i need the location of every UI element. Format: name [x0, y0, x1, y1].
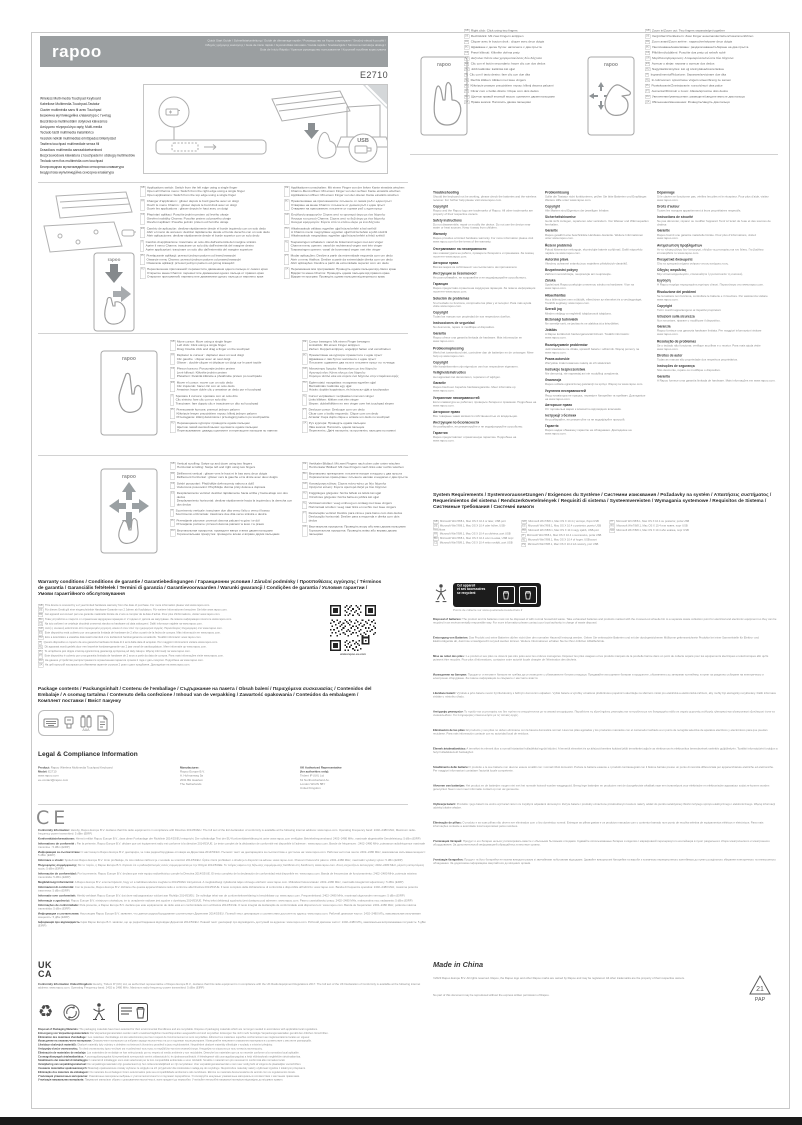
language-code: PT [465, 89, 469, 93]
support-language-block: Troubleshooting Should the keyboard not be working, please check the batteries and the wireless receiver. For further help please visit www.rapoo.com. Copyright Rapoo and the Rapoo logo are trademarks of Rapoo. All other trademarks are property of their respective owners. Safety instructions Do not disassemble, repair or modify the device. Do not use the device near water or heat sources. Keep it away from children. Warranty Rapoo provides a limited hardware warranty. For more information please visit www.rapoo.com for the terms of the warranty. [433, 191, 537, 244]
pap-recycling-icon [748, 974, 772, 1004]
gesture-instruction: NL Verticaal scrollen: veeg omhoog en omlaag met twee vingers Horizontaal scrollen: veeg naar links en rechts met twee vingers [303, 501, 397, 509]
package-contents-heading: Package contents / Packungsinhalt / Contenu de l'emballage / Съдържание на пакета / Obsah balení / Περιεχόμενα συσκευασίας / Contenidos del Embalaje / A csomag tartalma / Contenuto della confezione / Inhoud van de verpakking / Zawartość opakowania / Conteúdos da embalagem / Комплект поставки / Вміст пакунку [38, 686, 372, 704]
divider [38, 455, 408, 456]
qr-caption: www.rapoo-eu.com [340, 653, 366, 656]
product-title: Bezdrátová multimediální dotyková klávesnice [40, 119, 108, 124]
language-code: CZ [646, 51, 650, 54]
warranty-line: ES Este dispositivo está cubierto por una garantía limitada de hardware de 2 años a partir de la fecha de compra. Más información en www.rapoo.com. [39, 631, 221, 635]
warranty-line: GB This device is covered by a 2 year limited hardware warranty from the date of purchase. For more information please visit www.rapoo.com. [39, 604, 211, 607]
gesture-instruction: PL Przełączanie aplikacji: przesuń jednym palcem od lewej krawędzi Otwarcie menu Charms: przesuń jednym palcem od prawej krawędzi Otwieranie aplikacji: przesuń jednym palcem od górnej krawędzi [141, 254, 241, 265]
instruction-item: GB Right click: Click using two fingers [465, 29, 518, 33]
weee-paragraph: Eliminación de las pilas: El producto y sus pilas no deben eliminarse con la basura doméstica normal. Lleve las pilas agotadas y los productos marcados con el contenedor tachado a un punto de recogida selectiva de aparatos eléctricos y electrónicos para que puedan reciclarse. Para más información contacte con su autoridad local de residuos. [433, 729, 768, 736]
gesture-instruction: ES Mover el cursor: mover con un solo dedo Clic izquierdo: hacer clic con un solo dedo Arrastrar: hacer doble clic y arrastrar un dedo por el touchpad [171, 380, 262, 392]
setup-illustration-box [143, 84, 388, 174]
language-code: DE [646, 34, 650, 38]
disposal-line: Likvidace obalových materiálů: Obalové materiály byly vybrány s ohledem na šetrnost k životnímu prostředí a jsou recyklovatelné. Nepotřebné obalové materiály zlikvidujte v souladu s místními předpisy. [38, 1043, 273, 1047]
language-code: IT [465, 73, 468, 76]
disposal-line: Entsorgung von Verpackungsmaterialien: Die Verpackungsmaterialien wurden nach umweltverträglichen Gesichtspunkten ausgewählt und sind recycelbar. Entsorgen Sie nicht mehr benötigte Verpackungsmaterialien gemäß den örtlichen Vorschriften. [38, 1031, 329, 1035]
warranty-line: UA На цей пристрій поширюється обмежена гарантія строком 2 роки з дати придбання. Докладніше на www.rapoo.com. [39, 663, 191, 667]
conformity-paragraph: Πληροφορίες συμμόρφωσης: Με το παρόν, η Rapoo Europe B.V. δηλώνει ότι ο ραδιοεξοπλισμός αυτός συμμορφώνεται με την Οδηγία 2014/53/ΕΕ. Το πλήρες κείμενο της δήλωσης συμμόρφωσης διατίθεται στη διεύθυνση: www.rapoo.com. Ζώνη συχνοτήτων λειτουργίας: 2402–2480 MHz, μέγιστη εκπεμπόμενη ισχύς: 5 dBm (EIRP) [38, 864, 425, 871]
gesture-instruction: PT Deslocação vertical: Deslize para cima e para baixo com dois dedos Deslocação horizontal: Deslize para a esquerda e direita com dois dedos [303, 511, 403, 523]
ce-mark: CE [36, 807, 70, 829]
gesture-instruction: IT Cambio di applicazione: trascinare un solo dito dall'estremità del margine sinistro Aprire il menu Charms: trascinare un solo dito dall'estremità del margine destro Aprire applicazioni: trascinare un solo dito dall'estremità del margine superiore [141, 240, 257, 252]
support-language-block: Problemlösung Sollte die Tastatur nicht funktionieren, prüfen Sie bitte Batterien und Empfänger. Weitere Hilfe unter www.rapoo.com. Copyright Alle Marken sind Eigentum der jeweiligen Inhaber. Sicherheitshinweise Gerät nicht zerlegen, reparieren oder verändern. Von Wasser und Wärmequellen fernhalten. Garantie Rapoo gewährt eine beschränkte Hardware-Garantie. Weitere Informationen unter www.rapoo.com. [545, 191, 649, 241]
language-code: RU [646, 95, 650, 98]
instruction-item: HU Jobb kattintás: kattintás két ujjal [465, 67, 515, 71]
weee-paragraph: Eliminação de pilhas: O produto e as suas pilhas não devem ser eliminados com o lixo doméstico normal. Entregue as pilhas gastas e os produtos marcados com o contentor barrado num ponto de recolha seletiva de equipamentos elétricos e eletrónicos. Para mais informações contacte a autoridade local responsável pelos resíduos. [433, 821, 764, 828]
battery-detail-circle [159, 97, 189, 127]
disposal-line: Απόρριψη υλικών συσκευασίας: Τα υλικά συσκευασίας έχουν επιλεγεί για τη φιλικότητά τους προς το περιβάλλον και είναι ανακυκλώσιμα. Απορρίψτε τα σύμφωνα με τους τοπικούς κανονισμούς. [38, 1047, 263, 1051]
instruction-item: CZ Pravé kliknutí: Klikněte dvěma prsty [465, 50, 520, 55]
disposal-line: Изхвърляне на опаковъчните материали: Опаковъчните материали са избрани заради екологичността си и подлежат на рециклиране. Изхвърляйте ненужните опаковъчни материали в съответствие с местните разпоредби. [38, 1039, 312, 1043]
svg-text:rapoo: rapoo [122, 474, 136, 480]
conformity-paragraph: Informazioni di conformità: Con la presente, Rapoo Europe B.V. dichiara che questa apparecchiatura radio è conforme alla Direttiva 2014/53/UE. Il testo completo della dichiarazione di conformità è disponibile all'indirizzo: www.rapoo.com. Banda di frequenza operativa: 2402–2480 MHz, massima potenza trasmessa: 5 dBm (EIRP) [38, 885, 418, 893]
divider [38, 182, 408, 183]
system-requirement: RU Microsoft Win7/8/8.1, Mac OS X 10.4 или новее, порт USB [610, 524, 688, 528]
gesture-instruction: RU Вертикальная прокрутка: проведите вверх и вниз двумя пальцами Горизонтальная прокрутка: проведите влево и вправо двумя пальцами [171, 528, 280, 537]
instruction-item: GB Zoom in/Zoom out: Two fingers separate/get together [646, 29, 725, 33]
right-click-instructions [464, 29, 576, 147]
gesture-instruction: GR Μετακίνηση δρομέα: Μετακινήστε με ένα δάχτυλο Αριστερό κλικ: Κάντε κλικ με ένα δάχτυλο Σύρσιμο: Διπλό κλικ και σύρετε ένα δάχτυλο στην επιφάνεια αφής [303, 367, 399, 379]
support-language-block: Отстраняване на неизправности Ако клавиатурата не работи, проверете батериите и приемника. За помощ посетете www.rapoo.com. Авторски права Всички марки са собственост на съответните им притежатели. Инструкции за безопасност Не разглобявайте, не поправяйте и не модифицирайте устройството. Гаранция Rapoo предоставя ограничена хардуерна гаранция. За повече информация посетете www.rapoo.com. [433, 247, 536, 294]
zoom-instructions [645, 29, 778, 147]
gesture-instruction: GB Applications switch: Switch from the left edge using a single finger Open all Charms menu: Switch from the right edge using a single finger Open applications: Switch from the top edge using a single finger [141, 186, 245, 197]
support-language-block: Hibaelhárítás Ha a billentyűzet nem működik, ellenőrizze az elemeket és a vevőegységet. További segítség: www.rapoo.com. Szerzői jog Minden védjegy a megfelelő tulajdonosok tulajdona. Biztonsági tudnivalók Ne szerelje szét, ne javítsa és ne alakítsa át a készüléket. Jótállás A Rapoo korlátozott hardvergaranciát biztosít. További információ: www.rapoo.com. [545, 293, 643, 340]
gesture-instruction: NL Toepassingen schakelen: vanaf de linkerrand vegen met één vinger Charms-menu openen: vanaf de rechterrand vegen met één vinger Toepassingen openen: vanaf de bovenrand vegen met één vinger [285, 240, 384, 252]
system-requirement: GB Microsoft Win7/8/8.1, Mac OS X 10.4 or later, USB port [434, 520, 506, 523]
legal-line: 2031 BH Haarlem [180, 778, 204, 782]
support-language-block: Устранение неисправностей Если клавиатура не работает, проверьте батареи и приемник. Подробнее на www.rapoo.com. Авторское право Все товарные знаки являются собственностью их владельцев. Инструкции по безопасности Не разбирайте, не ремонтируйте и не модифицируйте устройство. Гарантия Rapoo предоставляет ограниченную гарантию. Подробнее на www.rapoo.com. [433, 396, 537, 443]
conformity-paragraph: Informace o shodě: Společnost Rapoo Europe B.V. tímto prohlašuje, že toto rádiové zařízení je v souladu se směrnicí 2014/53/EU. Úplné znění prohlášení o shodě je k dispozici na adrese: www.rapoo.com. Pracovní frekvenční pásmo: 2402–2480 MHz, maximální vysílaný výkon: 5 dBm (EIRP) [38, 859, 403, 863]
warranty-line: PT Este dispositivo é coberto por uma garantia limitada de hardware de 2 anos a partir da data de compra. Para mais informações visite www.rapoo.com. [39, 654, 224, 658]
weee-paragraph: Disposal of batteries: The product and its batteries must not be disposed of with normal household waste. Take exhausted batteries and products marked with the crossed-out wheelie bin to a separate waste collection point for electrical and electronic equipment so they can be recycled in an environmentally responsible way. For more information please contact your local authority in charge of waste disposal. [433, 618, 777, 625]
model-number: E2710 [359, 70, 388, 80]
product-title: Teclado táctil multimedia inalámbrico [40, 131, 94, 135]
legal-line: Trident IP (UK) Ltd [300, 774, 325, 778]
ukca-conformity: Conformity Information United Kingdom: Hereby, Trident IP (UK) Ltd, as authorized representative of Rapoo Europe B.V., declares that this radio equipment is in compliance with the UK Radio Equipment Regulations 2017. The full text of the UK Declaration of Conformity is available at the following internet address: www.rapoo.com. Operating Frequency band: 2402 to 2480 MHz, Maximum radio-frequency power transmitted: 5 dBm (EIRP) [38, 983, 421, 990]
conformity-paragraph: Konformitätsinformationen: Hiermit erklärt Rapoo Europe B.V., dass diese Funkanlage der Richtlinie 2014/53/EU entspricht. Der vollständige Text der EU-Konformitätserklärung ist unter www.rapoo.com verfügbar. Betriebsfrequenzband: 2402–2480 MHz, maximale abgestrahlte Sendeleistung: 5 dBm (EIRP) [38, 837, 421, 841]
battery-type-label: AAA [82, 728, 90, 732]
gesture-instruction: PL Przesuwanie kursora: przesuń jednym palcem Kliknięcie lewym przyciskiem myszy: kliknij jednym palcem Przeciąganie: kliknij dwukrotnie i przeciągnij palcem po touchpadzie [171, 408, 270, 419]
gesture-instruction: DE Cursor bewegen: Mit einem Finger bewegen Linksklick: Mit einem Finger antippen Ziehen: Doppelt antippen, angetippt halten und verschieben [303, 340, 391, 351]
warranty-line: BG Това устройство е покрито от ограничена хардуерна гаранция от 2 години от датата на закупуване. За повече информация посетете www.rapoo.com. [39, 617, 233, 621]
recycling-caption: Points de collecte sur www.quefairedemesdechets.fr [453, 609, 523, 612]
legal-line: www.rapoo.com [38, 774, 59, 778]
conformity-paragraph: Conformity Information: Hereby, Rapoo Europe B.V. declares that this radio equipment is in compliance with Directive 2014/53/EU. The full text of the EU declaration of conformity is available at the following internet address: www.rapoo.com. Operating Frequency band: 2402–2480 MHz, Maximum radio-frequency power transmitted: 5 dBm (EIRP) [38, 829, 416, 836]
product-title: Teclado sem fios multimédia com touchpad [40, 159, 104, 164]
gesture-instruction: GR Κατακόρυφη κύλιση: Σύρετε πάνω-κάτω με δύο δάχτυλα Οριζόντια κύλιση: Σύρετε αριστερά-δεξιά με δύο δάχτυλα [303, 481, 387, 490]
language-code: GB [465, 29, 469, 32]
recycling-icons-row [38, 1002, 148, 1022]
banner-line: Οδηγός γρήγορης εκκίνησης / Guía de inicio rápido / Gyorsindítási útmutató / Guida rapida / Snelstartgids / Skrócona instrukcja obsługi / [205, 43, 386, 47]
ukca-mark: UK CA [38, 960, 52, 979]
legal-line: (for authorities only): [300, 770, 330, 774]
instruction-item: BG Увеличаване/намаляване: раздалечаване/събиране на два пръста [646, 45, 749, 49]
gesture-instruction: HU Alkalmazások váltása: egyetlen ujjal húzza befelé a bal szélről A Charms menü megnyitása: egyetlen ujjal húzza befelé a jobb szélről Alkalmazások megnyitása: egyetlen ujjal húzza befelé a felső szélről [285, 226, 388, 238]
legal-line: Product: Rapoo Wireless Multimedia Touchpad Keyboard [38, 766, 113, 770]
divider [410, 154, 778, 155]
weee-paragraph: Утилизация батарей: Продукт и его батареи нельзя утилизировать вместе с обычными бытовыми отходами. Сдавайте использованные батареи и изделия с маркировкой перечеркнутого контейнера в пункт раздельного сбора электрического и электронного оборудования. За дополнительной информацией обращайтесь в местные органы. [433, 840, 770, 847]
instruction-item: HU Nagyítás/kicsinyítés: két ujj szétnyitása/összezárása [646, 67, 724, 71]
warranty-heading: Warranty conditions / Conditions de garantie / Garantiebedingungen / Гаранционни условия / Záruční podmínky / Προϋποθέσεις εγγύησης / Términos de garantía / Garanciális feltételek / Termini di garanzia / Garantievoorwaarden / Warunki gwarancji / Condições de garantia / Условия гарантии / Умови гарантійного обслуговування [38, 579, 382, 597]
keyboard-perspective [272, 91, 350, 121]
packaging-sorting-label-icon [118, 1003, 148, 1022]
gesture-instruction: NL Cursor verplaatsen: verplaatsen met één vinger Links klikken: klikken met één vinger Slepen: dubbelklikken en een vinger over het touchpad slepen [303, 394, 394, 406]
gesture-instruction: FR Défilement vertical : glisser vers le haut et le bas avec deux doigts Défilement horizontal : glisser vers la gauche et la droite avec deux doigts [171, 471, 278, 480]
language-code: HU [646, 67, 650, 71]
system-requirement: IT Microsoft Win7/8/8.1, Mac OS X 10.4 o successivo, porta USB [522, 533, 602, 537]
language-code: GR [646, 56, 650, 60]
support-column-3 [657, 184, 778, 490]
legal-line: London WC2N 5BY [300, 782, 326, 786]
product-title: Draadloos multimedia aanraaktoetsenbord [40, 148, 103, 152]
weee-paragraph: Entsorgung von Batterien: Das Produkt und seine Batterien dürfen nicht über den normalen Hausmüll entsorgt werden. Geben Sie verbrauchte Batterien und mit der durchgestrichenen Mülltonne gekennzeichnete Produkte bei einer Sammelstelle für Elektro- und Elektronikgeräte ab, damit sie umweltgerecht recycelt werden können. Weitere Informationen erhalten Sie bei Ihrer örtlichen Abfallbehörde. [433, 636, 759, 643]
manual-icon [96, 715, 109, 731]
gesture-instruction: DE Vertikaler Bildlauf: Mit zwei Fingern nach oben oder unten wischen Horizontaler Bildlauf: Mit zwei Fingern nach links oder rechts wischen [303, 462, 404, 470]
pointer-col1 [170, 340, 294, 452]
support-language-block: Solución de problemas Si el teclado no funciona, compruebe las pilas y el receptor. Para más ayuda visite www.rapoo.com. Copyright Todas las marcas son propiedad de sus respectivos dueños. Instrucciones de seguridad No desmonte, repare ni modifique el dispositivo. Garantía Rapoo ofrece una garantía limitada de hardware. Más información en www.rapoo.com. [433, 297, 532, 343]
weee-paragraph: Elemek ártalmatlanítása: A terméket és elemeit tilos a normál háztartási hulladékkal együtt kidobni. A lemerült elemeket és az áthúzott kerekes kukával jelölt termékeket adja le az elektromos és elektronikus berendezések szelektív gyűjtőhelyén. További információért forduljon a helyi hulladékkezelő hatósághoz. [433, 747, 778, 754]
instruction-item: ES Clic con el botón secundario: hacer clic con dos dedos [465, 61, 546, 66]
disposal-line: Verwijdering van verpakkingsmateriaal: De verpakkingsmaterialen zijn geselecteerd op hun milieuvriendelijkheid en zijn recyclebaar. Voer verpakkingsmateriaal dat u niet meer nodig hebt af volgens de plaatselijke voorschriften. [38, 1063, 302, 1067]
gesture-instruction: IT Scorrimento verticale: trascinare due dita verso l'alto o verso il basso Scorrimento orizzontale: trascinare due dita verso sinistra o destra [171, 509, 270, 517]
system-requirement: HU Microsoft Win7/8/8.1, Mac OS X 10.4 vagy újabb, USB-port [522, 529, 599, 533]
recycle-mobius-icon: ♻ [38, 1001, 54, 1022]
disposal-line: Usuwanie materiałów opakowaniowych: Materiały opakowaniowe zostały wybrane ze względu na ich przyjazność dla środowiska i nadają się do recyklingu. Niepotrzebne materiały należy utylizować zgodnie z lokalnymi przepisami. [38, 1066, 306, 1070]
disposal-line: Утилизация упаковочных материалов: Упаковочные материалы выбраны с учетом экологичности и подлежат переработке. Утилизируйте ненужные упаковочные материалы в соответствии с местными правилами. [38, 1074, 300, 1078]
weee-paragraph: Изхвърляне на батерии: Продуктът и неговите батерии не трябва да се изхвърлят с обикновените битови отпадъци. Предавайте изтощените батерии и продуктите, обозначени със зачеркнат контейнер, в пункт за разделно събиране на електрическо и електронно оборудване. За повече информация се свържете с местните власти. [433, 673, 764, 680]
disposal-line: Утилізація пакувальних матеріалів: Пакувальні матеріали обрано з урахуванням екологічності, вони придатні до переробки. Утилізуйте непотрібні пакувальні матеріали відповідно до місцевих правил. [38, 1078, 284, 1082]
recycling-center-icon [519, 586, 537, 604]
product-title: Kabellose Multimedia-Touchpad-Tastatur [40, 102, 100, 107]
gesture-instruction: ES Cambio de aplicación: deslizar rápidamente desde el borde izquierdo con un solo dedo Abrir el menú de accesos: deslizar rápidamente desde el borde derecho con un solo dedo Abrir aplicaciones: deslizar rápidamente desde el borde superior con un solo dedo [141, 226, 270, 238]
touchpad-pointer-card [100, 350, 158, 436]
legal-line: eu-contact@rapoo.com [38, 778, 69, 782]
instruction-item: DE Rechtsklick: Mit zwei Fingern antippen [465, 34, 524, 38]
warranty-line: HU Erre a készülékre a vásárlás dátumától számított 2 év korlátozott hardvergarancia vonatkozik. További információ: www.rapoo.com. [39, 636, 202, 640]
legal-line: The Netherlands [180, 782, 202, 786]
disposal-line: Smaltimento dei materiali di imballaggio: I materiali di imballaggio sono stati selezionati per la loro compatibilità ambientale e sono riciclabili. Smaltire i materiali non più necessari in conformità alle normative locali. [38, 1059, 286, 1063]
touchpad-edge-swipe-card [93, 252, 135, 332]
disposal-line: Csomagolóanyagok ártalmatlanítása: A csomagolóanyagokat környezetbarát szempontok szerint választottuk ki, és újrahasznosíthatók. A feleslegessé vált csomagolóanyagokat a helyi előírásoknak megfelelően ártalmatlanítsa. [38, 1055, 301, 1059]
instruction-item: RU Увеличение/уменьшение: разведите/сведите вместе два пальца [646, 94, 745, 99]
language-code: IT [646, 73, 649, 76]
product-title: Bezprzewodowa klawiatura z touchpadem i obsługą multimediów [40, 154, 135, 158]
support-language-block: Probleemoplossing Werkt het toetsenbord niet, controleer dan de batterijen en de ontvanger. Meer hulp op www.rapoo.com. Copyright Alle handelsmerken zijn eigendom van hun respectieve eigenaren. Veiligheidsinstructies Het apparaat niet demonteren, repareren of wijzigen. Garantie Rapoo biedt een beperkte hardwaregarantie. Meer informatie op www.rapoo.com. [433, 346, 534, 393]
warranty-list [38, 604, 320, 678]
instruction-item: IT Ingrandimento/Riduzione: Separare/avvicinare due dita [646, 72, 727, 77]
system-requirement: ES Microsoft Win7/8/8.1, Mac OS X 10.4 o posterior, puerto USB [522, 524, 602, 528]
legal-line: Model: E2710 [38, 770, 57, 774]
gesture-instruction: BG Превключване на приложенията: плъзнете от левия ръб с един пръст Отваряне на меню Charms: плъзнете от десния ръб с един пръст Отваряне на приложения: плъзнете от горния ръб с един пръст [285, 199, 392, 211]
gesture-instruction: CZ Svislé posouvání: Přejíždějte dvěma prsty nahoru a dolů Vodorovné posouvání: Přejíždějte dvěma prsty doleva a doprava [171, 481, 266, 490]
disposal-line: Élimination des matériaux d'emballage : Les matériaux d'emballage ont été sélectionnés pour leur respect de l'environnement et sont recyclables. Éliminez les matériaux superflus conformément aux réglementations locales en vigueur. [38, 1035, 310, 1039]
gesture-instruction: UA Рух курсора: Проведіть одним пальцем Ліва кнопка: Натисніть одним пальцем Перетягніть: Двічі натисніть та протягніть пальцем по панелі [303, 421, 396, 433]
disposal-line: Disposal of Packaging Materials: The packaging materials have been selected for their environmental friendliness and are recyclable. Dispose of packaging materials which are no longer needed in accordance with applicable local regulations. [38, 1028, 318, 1031]
language-code: BG [646, 45, 650, 49]
svg-text:21: 21 [756, 986, 764, 993]
instruction-item: PL Powiększanie/Zmniejszanie: rozsuń/zsuń dwa palce [646, 83, 723, 88]
warranty-line: IT Questo dispositivo è coperto da una garanzia hardware limitata di 2 anni dalla data di acquisto. Per maggiori informazioni visitare www.rapoo.com. [39, 640, 219, 644]
gesture-instruction: FR Changer d'application : glisser depuis le bord gauche avec un doigt Ouvrir le menu Charms : glisser depuis le bord droit avec un doigt Ouvrir les applications : glisser depuis le haut avec un doigt [141, 199, 239, 211]
system-requirement: PT Microsoft Win7/8/8.1, Mac OS X 10.4 ou posterior, porta USB [610, 520, 690, 523]
conformity-paragraph: Информация о соответствии: Настоящим Rapoo Europe B.V. заявляет, что данное радиооборудование соответствует Директиве 2014/53/EU. Полный текст декларации о соответствии доступен по адресу: www.rapoo.com. Рабочий диапазон частот: 2402–2480 МГц, максимальная излучаемая мощность: 5 дБм (EIRP) [38, 912, 421, 920]
reproduction-notice: No part of this document may be reproduced without the express written permission of Rapoo. [433, 994, 550, 997]
system-requirement: CZ Microsoft Win7/8/8.1, Mac OS X 10.4 nebo novější, port USB [434, 541, 513, 545]
hand-sketch [318, 132, 336, 158]
edge-swipe-col1 [140, 186, 274, 330]
conformity-paragraph: Megfelelőségi információk: A Rapoo Europe B.V. ezennel kijelenti, hogy ez a rádióberendezés megfelel a 2014/53/EU irányelvnek. A megfelelőségi nyilatkozat teljes szövege elérhető: www.rapoo.com. Működési frekvenciasáv: 2402–2480 MHz, maximális kisugárzott teljesítmény: 5 dBm (EIRP) [38, 880, 404, 884]
gesture-instruction: BG Преместване на курсора: преместете с един пръст Щракване с ляв бутон: натиснете с един пръст Плъзгане: щракнете два пъти и плъзнете пръст по тъчпада [303, 353, 395, 365]
batteries-icon [79, 714, 93, 732]
touchpad-right-click-card [420, 56, 468, 136]
gesture-instruction: HU Egérmutató mozgatása: mozgassa egyetlen ujjal Bal kattintás: kattintás egy ujjal Húzás: duplán koppintson, és húzza az ujját a touchpadon [303, 380, 389, 392]
banner-line: Quick Start Guide / Schnellstartanleitung / Guide de démarrage rapide / Ръководство за бързо стартиране / Stručný návod k použití / [207, 39, 386, 43]
copyright-line: ©2023 Rapoo Europe B.V. All rights reserved. Rapoo, the Rapoo logo and other Rapoo marks are owned by Rapoo and may be registered. All other trademarks are the property of their respective owners. [433, 977, 685, 980]
support-language-block: Dépannage Si le clavier ne fonctionne pas, vérifiez les piles et le récepteur. Pour plus d'aide, visitez www.rapoo.com. Droits d'auteur Toutes les marques appartiennent à leurs propriétaires respectifs. Instructions de sécurité Ne pas démonter, réparer ou modifier l'appareil. Tenir à l'écart de l'eau et des sources de chaleur. Garantie Rapoo fournit une garantie matérielle limitée. Pour plus d'informations, visitez www.rapoo.com. [657, 191, 771, 241]
store-dropoff-icon [497, 586, 515, 604]
warranty-line: GR Αυτή η συσκευή καλύπτεται από περιορισμένη εγγύηση υλικού 2 ετών από την ημερομηνία αγοράς. Περισσότερες πληροφορίες στο www.rapoo.com. [39, 626, 223, 630]
language-code: GB [646, 29, 650, 32]
disposal-line: Eliminación de materiales de embalaje: Los materiales de embalaje se han seleccionado por su respeto al medio ambiente y son reciclables. Deseche los materiales que ya no necesite conforme a la normativa local aplicable. [38, 1051, 300, 1055]
svg-text:rapoo: rapoo [107, 257, 121, 262]
support-language-block: Resolução de problemas Se o teclado não funcionar, verifique as pilhas e o recetor. Para mais ajuda visite www.rapoo.com. Direitos de autor Todas as marcas são propriedade dos respetivos proprietários. Instruções de segurança Não desmonte, repare ou modifique o dispositivo. Garantia A Rapoo fornece uma garantia limitada de hardware. Mais informações em www.rapoo.com. [657, 340, 776, 383]
legal-line: UK Authorized Representative [300, 766, 342, 770]
language-code: DE [465, 34, 469, 38]
instruction-item: DE Vergrößern/Verkleinern: Zwei Finger auseinanderziehen/zusammenführen [646, 34, 754, 38]
instruction-item: FR Zoom avant/Zoom arrière : rapprocher/séparer deux doigts [646, 39, 733, 44]
language-code: UA [646, 100, 650, 104]
legal-line: 61 Northumberland Av. [300, 778, 330, 782]
warranty-line: PL To urządzenie jest objęte 2-letnią ograniczoną gwarancją sprzętową od daty zakupu. Więcej informacji na www.rapoo.com. [39, 649, 191, 653]
banner-line: Guia de Início Rápido / Краткое руководство пользователя / Короткий посібник користувача [259, 48, 386, 52]
instruction-item: GR Δεξί κλικ: Κάντε κλικ χρησιμοποιώντας δύο δάχτυλα [465, 56, 542, 60]
gesture-instruction: IT Spostare il cursore: spostare con un solo dito Clic sinistro: fare clic con un solo dito Trascinare: fare doppio clic e trascinare un dito sul touchpad [171, 394, 259, 406]
instruction-item: IT Clic con il tasto destro: fare clic con due dita [465, 72, 530, 77]
conformity-paragraph: Informations de conformité : Par la présente, Rapoo Europe B.V. déclare que cet équipement radio est conforme à la directive 2014/53/UE. Le texte complet de la déclaration de conformité est disponible à l'adresse : www.rapoo.com. Bande de fréquences : 2402–2480 MHz, puissance radiofréquence maximale transmise : 5 dBm (EIRP) [38, 842, 426, 849]
gesture-instruction: CZ Přesun kurzoru: Posouvejte jedním prstem Levé kliknutí: Klikněte jedním prstem Přetažení: Dvakrát klikněte a přetáhněte prstem po touchpadu [171, 367, 262, 379]
edge-swipe-col2 [284, 186, 408, 330]
scroll-col1 [170, 462, 294, 558]
instruction-item: RU Щелчок правой кнопкой мыши: щелкните двумя пальцами [465, 94, 555, 99]
disposal-line: Eliminação dos materiais da embalagem: Os materiais da embalagem foram selecionados pela sua compatibilidade ambiental e são recicláveis. Elimine os materiais desnecessários de acordo com os regulamentos locais. [38, 1070, 296, 1074]
conformity-paragraph: Информация за съответствие: С настоящото Rapoo Europe B.V. декларира, че това радиооборудване отговаря на Директива 2014/53/ЕС. Пълният текст на декларацията за съответствие е достъпен на: www.rapoo.com. Работна честотна лента: 2402–2480 MHz, максимална излъчвана мощност: 5 dBm (EIRP) [38, 850, 426, 858]
instruction-item: CZ Přiblížení/oddálení: Posuňte dva prsty od sebe/k sobě [646, 50, 726, 55]
system-requirement: GR Microsoft Win7/8/8.1, Mac OS X 10.4 ή νεότερο, θύρα USB [522, 520, 599, 523]
setup-illustration [144, 85, 387, 173]
gesture-instruction: PL Przewijanie pionowe: przesuń dwoma palcami w górę i w dół Przewijanie poziome: przesuń dwoma palcami w lewo i w prawo [171, 518, 265, 527]
conformity-section [38, 829, 426, 959]
conformity-paragraph: Інформація про відповідність: Цим Rapoo Europe B.V. заявляє, що це радіообладнання відповідає Директиві 2014/53/EU. Повний текст декларації про відповідність доступний за адресою: www.rapoo.com. Робочий діапазон частот: 2402–2480 МГц, максимальна випромінювана потужність: 5 дБм (EIRP) [38, 921, 426, 928]
recycling-info-label: Cet appareil et ses accessoires se recyclent [453, 583, 541, 607]
weee-paragraph: Likvidace baterií: Výrobek a jeho baterie nesmí být likvidovány s běžným domovním odpadem. Vybité baterie a výrobky označené přeškrtnutou popelnicí odevzdejte na sběrném místě pro elektrická a elektronická zařízení, aby mohly být ekologicky recyklovány. Další informace získáte u místního úřadu. [433, 692, 777, 699]
keyboard-icon [43, 715, 59, 731]
weee-paragraph: Утилізація батарейок: Продукт та його батарейки не можна викидати разом зі звичайними побутовими відходами. Здавайте використані батарейки та вироби з позначкою перекресленого контейнера до пункту роздільного збирання електричного та електронного обладнання. За додатковою інформацією звертайтеся до місцевих органів. [433, 858, 776, 865]
gesture-instruction: GB Vertical scrolling: Swipe up and down using two fingers Horizontal scrolling: Swipe left and right using two fingers [171, 462, 256, 470]
svg-text:PAP: PAP [754, 997, 766, 1003]
weee-paragraph: Απόρριψη μπαταριών: Το προϊόν και οι μπαταρίες του δεν πρέπει να απορρίπτονται με τα οικιακά απορρίμματα. Παραδώστε τις εξαντλημένες μπαταρίες και τα προϊόντα με τον διαγραμμένο κάδο σε σημείο χωριστής συλλογής ηλεκτρικού και ηλεκτρονικού εξοπλισμού ώστε να ανακυκλωθούν. Για πληροφορίες επικοινωνήστε με τις τοπικές αρχές. [433, 710, 775, 717]
product-title: Беспроводная мультимедийная сенсорная клавиатура [40, 165, 124, 169]
language-code: HU [465, 67, 469, 71]
svg-text:rapoo: rapoo [604, 62, 618, 68]
gesture-instruction: FR Déplacer le curseur : déplacer avec un seul doigt Clic gauche : cliquer avec un seul doigt Glisser : double-cliquer et déplacer un doigt sur le pavé tactile [171, 353, 262, 365]
svg-text:rapoo: rapoo [437, 62, 451, 68]
warranty-line: DE Für dieses Gerät gilt eine eingeschränkte Hardware-Garantie von 2 Jahren ab Kaufdatum. Für weitere Informationen besuchen Sie bitte www.rapoo.com. [39, 608, 228, 612]
language-code: BG [465, 45, 469, 49]
legal-line: Manufacturer: [180, 766, 200, 770]
support-column-2 [545, 184, 649, 490]
product-title: Wireless Multi-media Touchpad Keyboard [40, 97, 101, 101]
language-code: FR [465, 40, 469, 43]
instruction-item: GR Μεγέθυνση/σμίκρυνση: Απομακρύνετε/ενώστε δύο δάχτυλα [646, 56, 734, 60]
laptop-screen [347, 105, 380, 137]
instruction-item: FR Cliquer avec le bouton droit : cliquer avec deux doigts [465, 39, 545, 44]
weee-paragraph: Afvoeren van batterijen: Het product en de batterijen mogen niet met het normale huisvuil worden weggegooid. Breng lege batterijen en producten met de doorgekruiste afvalbak naar een inzamelpunt voor elektrische en elektronische apparatuur zodat ze kunnen worden gerecycled. Neem voor meer informatie contact op met uw gemeente. [433, 784, 770, 791]
language-code: PL [465, 84, 468, 87]
product-title: Безжична мултимедийна клавиатура с тъчпад [40, 114, 111, 118]
svg-text:rapoo: rapoo [122, 356, 136, 362]
divider [38, 804, 408, 805]
gesture-instruction: PT Deslocar cursor: Desloque com um dedo Clicar com o botão esquerdo: Clique com um dedo Arrastar: Faça duplo clique e arraste um dedo no touchpad [303, 408, 390, 419]
bottom-bar [0, 1117, 802, 1125]
legal-line: United Kingdom [300, 787, 321, 791]
system-requirements-heading: System Requirements / Systemvoraussetzungen / Exigences du Système / Системни изисквания / Požadavky na systém / Απαιτήσεις συστήματος / Requerimientos del sistema / Rendszerkövetelmények / Requisiti di sistema / Systeemvereisten / Wymagania systemowe / Requisitos de Sistema / Системные требования / Системні вимоги [433, 492, 772, 510]
system-requirements-list [433, 520, 779, 550]
support-language-block: Rozwiązywanie problemów Jeśli klawiatura nie działa, sprawdź baterie i odbiornik. Więcej pomocy na www.rapoo.com. Prawa autorskie Wszystkie znaki towarowe należą do ich właścicieli. Instrukcje bezpieczeństwa Nie demontuj, nie naprawiaj ani nie modyfikuj urządzenia. Gwarancja Rapoo udziela ograniczonej gwarancji na sprzęt. Więcej na www.rapoo.com. [545, 343, 644, 386]
usb-receiver-icon [62, 715, 76, 731]
weee-paragraph: Mise au rebut des piles : Le produit et ses piles ne doivent pas être jetés avec les ordures ménagères. Déposez les piles usagées et les produits marqués de la poubelle barrée dans un point de collecte séparé pour les équipements électriques et électroniques afin qu'ils puissent être recyclés. Pour plus d'informations, contactez votre autorité locale chargée de l'élimination des déchets. [433, 655, 769, 662]
legal-manufacturer-block [180, 766, 290, 806]
gesture-instruction: BG Вертикално превъртане: плъзнете нагоре и надолу с два пръста Хоризонтално превъртане: плъзнете наляво и надясно с два пръста [303, 471, 408, 480]
triman-icon [90, 1002, 108, 1022]
support-language-block: Усунення несправностей Якщо клавіатура не працює, перевірте батарейки та приймач. Докладніше на www.rapoo.com. Авторське право Усі торговельні марки є власністю відповідних власників. Інструкції з безпеки Не розбирайте, не ремонтуйте та не модифікуйте пристрій. Гарантія Rapoo надає обмежену гарантію на обладнання. Докладніше на www.rapoo.com. [545, 389, 646, 436]
language-code: RU [465, 95, 469, 98]
product-title: Tastiera touchpad multimediale senza fili [40, 142, 100, 147]
pointer-col2 [302, 340, 408, 452]
weee-paragraph: Utylizacja baterii: Produktu i jego baterii nie wolno wyrzucać razem ze zwykłymi odpadami domowymi. Zużyte baterie i produkty oznaczone przekreślonym koszem należy oddać do punktu selektywnej zbiórki zużytego sprzętu elektrycznego i elektronicznego. Więcej informacji udzielą lokalne władze. [433, 803, 775, 810]
gesture-instruction: RU Переключение приложений: переместите движением одного пальца от левого края Открытие меню Charms: переместите движением одного пальца от правого края Открытие приложений: переместите движением одного пальца от верхнего края [141, 267, 268, 279]
system-requirement: PL Microsoft Win7/8/8.1, Mac OS X 10.4 lub nowszy, port USB [522, 542, 599, 546]
language-code: FR [646, 40, 650, 43]
support-column-1 [433, 184, 537, 490]
language-code: GR [465, 56, 469, 60]
language-code: CZ [465, 51, 469, 54]
gesture-instruction: UA Вертикальна прокрутка: Проведіть вгору або вниз двома пальцями Горизонтальна прокрутка: Проведіть вліво або вправо двома пальцями [303, 525, 406, 537]
gesture-instruction: GB Move cursor: Move using a single finger Left click: Click using a single finger Drag: Double click and drag a finger on the touchpad [171, 340, 250, 351]
product-title: Ασύρματο πληκτρολόγιο αφής Multi-media [40, 125, 103, 130]
support-language-block: Αντιμετώπιση προβλημάτων Αν το πληκτρολόγιο δεν λειτουργεί, ελέγξτε τις μπαταρίες και τον δέκτη. Για βοήθεια επισκεφθείτε το www.rapoo.com. Πνευματικά δικαιώματα Όλα τα εμπορικά σήματα ανήκουν στους κατόχους τους. Οδηγίες ασφαλείας Μην αποσυναρμολογείτε, επισκευάζετε ή τροποποιείτε τη συσκευή. Εγγύηση Η Rapoo παρέχει περιορισμένη εγγύηση υλικού. Περισσότερα στο www.rapoo.com. [657, 244, 764, 287]
gesture-instruction: PT Mudar aplicações: Deslize a partir da extremidade esquerda com um dedo Abrir o menu Atalhos: Deslize a partir da extremidade direita com um dedo Abrir aplicações: Deslize a partir da extremidade superior com um dedo [285, 254, 393, 265]
instruction-item: BG Щракване с десен бутон: натиснете с два пръста [465, 45, 542, 49]
gesture-instruction: CZ Přepínání aplikací: Posuňte jedním prstem od levého okraje Otevření nabídky Charms: Posuňte prstem od pravého okraje Otevření aplikací: Posuňte jedním prstem od horního okraje [141, 213, 231, 225]
language-code: UA [465, 100, 469, 104]
conformity-paragraph: Informatie over conformiteit: Hierbij verklaart Rapoo Europe B.V. dat deze radioapparatuur voldoet aan Richtlijn 2014/53/EU. De volledige tekst van de conformiteitsverklaring is beschikbaar op: www.rapoo.com. Frequentieband: 2402–2480 MHz, maximaal uitgezonden vermogen: 5 dBm (EIRP) [38, 894, 405, 898]
qr-code [330, 605, 376, 651]
green-dot-icon [63, 1004, 80, 1021]
instruction-item: ES Acercar o alejar: separar o acercar dos dedos [646, 61, 715, 66]
language-code: ES [465, 62, 469, 65]
package-contents-box [38, 710, 114, 736]
warranty-line: FR Cet appareil est couvert par une garantie matérielle limitée de 2 ans à compter de la date d'achat. Pour plus d'informations, visitez www.rapoo.com. [39, 613, 221, 617]
support-language-block: Risoluzione dei problemi Se la tastiera non funziona, controllare le batterie e il ricevitore. Per assistenza visitare www.rapoo.com. Copyright Tutti i marchi appartengono ai rispettivi proprietari. Istruzioni sulla sicurezza Non smontare, riparare o modificare il dispositivo. Garanzia Rapoo fornisce una garanzia hardware limitata. Per maggiori informazioni visitare www.rapoo.com. [657, 290, 768, 337]
legal-product-block [38, 766, 170, 802]
language-code: PT [646, 89, 650, 93]
product-title: Бездротова мультимедійна сенсорна клавіатура [40, 171, 114, 175]
usb-label: USB [357, 138, 369, 144]
touchpad-scroll-card [100, 468, 158, 554]
instruction-item: NL In-/uitzoomen: spreid twee vingers uiteen/breng ze samen [646, 78, 732, 82]
instruction-item: UA Збільшення/зменшення: Розведіть/зведіть два пальця [646, 100, 730, 104]
language-code: NL [465, 78, 469, 82]
rapoo-logo: rapoo [52, 42, 102, 61]
warranty-line: CZ Na toto zařízení se vztahuje dvouletá omezená záruka na hardware od data zakoupení. Další informace najdete na www.rapoo.com. [39, 622, 203, 626]
made-in-label: Made in China [433, 960, 484, 969]
packaging-disposal-section [38, 1028, 430, 1096]
warranty-line: NL Dit apparaat wordt gedekt door een beperkte hardwaregarantie van 2 jaar vanaf de aankoopdatum. Meer informatie op www.rapoo.com. [39, 645, 207, 649]
product-title: Clavier multimédia sans fil avec Touchpad [40, 108, 102, 112]
product-title: Vezeték nélküli multimédiás érintőpados billentyűzet [40, 136, 117, 141]
system-requirement: FR Microsoft Win7/8/8.1, Mac OS X 10.4 ou ultérieur, port USB [434, 532, 511, 536]
instruction-item: UA Права кнопка: Натисніть двома пальцями [465, 100, 531, 104]
gesture-instruction: ES Desplazamiento vertical: deslizar rápidamente hacia arriba y hacia abajo con dos dedos Desplazamiento horizontal: deslizar rápidamente hacia la izquierda y la derecha con dos dedos [171, 491, 293, 507]
instruction-item: NL Rechts klikken: klikken met twee vingers [465, 78, 526, 82]
warranty-line: RU На данное устройство распространяется ограниченная гарантия сроком 2 года с даты покупки. Подробнее на www.rapoo.com. [39, 659, 204, 663]
system-requirement: DE Microsoft Win7/8/8.1, Mac OS X 10.4 oder höher, USB-Anschluss [433, 524, 506, 532]
gesture-instruction: GR Εναλλαγή εφαρμογών: Σύρετε από το αριστερό άκρο με ένα δάχτυλο Άνοιγμα του μενού Charms: Σύρετε από το δεξί άκρο με ένα δάχτυλο Άνοιγμα εφαρμογών: Σύρετε από το επάνω άκρο με ένα δάχτυλο [285, 213, 386, 225]
scroll-col2 [302, 462, 408, 558]
insert-arrow-icon [304, 123, 319, 139]
gesture-instruction: DE Applikationen umschalten: Mit einem Finger von der linken Kante einwärts wischen Charms-Menü öffnen: Mit einem Finger von der rechten Kante einwärts wischen Applikationen öffnen: Mit einem Finger von der oberen Kante einwärts wischen [285, 186, 405, 197]
system-requirement: UA Microsoft Win7/8/8.1, Mac OS X 10.4 або новіша, порт USB [610, 529, 689, 533]
triman-icon [433, 583, 449, 605]
language-code: PL [646, 84, 649, 87]
system-requirement: NL Microsoft Win7/8/8.1, Mac OS X 10.4 of hoger, USB-poort [522, 538, 597, 542]
gesture-instruction: RU Перемещение курсора: проведите одним пальцем Щелчок левой кнопкой мыши: щелкните одним пальцем Перетаскивание: дважды щелкните и перетащите пальцем по панели [171, 421, 278, 433]
legal-heading: Legal & Compliance Information [38, 750, 138, 758]
banner-titles [150, 39, 386, 66]
divider [38, 333, 408, 334]
support-language-block: Řešení problémů Pokud klávesnice nefunguje, zkontrolujte baterie a přijímač. Další nápovědu najdete na www.rapoo.com. Autorská práva Všechny ochranné známky jsou majetkem příslušných vlastníků. Bezpečnostní pokyny Zařízení nerozebírejte, neopravujte ani neupravujte. Záruka Společnost Rapoo poskytuje omezenou záruku na hardware. Více na www.rapoo.com. [545, 244, 643, 290]
instruction-item: PT Aumentar/Diminuir o zoom: Afaste/aproxime dois dedos [646, 89, 728, 93]
weee-disposal-section [433, 618, 779, 906]
legal-line: Rapoo Europe B.V. [180, 770, 205, 774]
language-code: NL [646, 78, 650, 82]
gesture-instruction: HU Függőleges görgetés: húzza felfelé és lefelé két ujjal Vízszintes görgetés: húzza balra és jobbra két ujjal [303, 491, 381, 499]
instruction-item: PT Clicar com o botão direito: Clique com dois dedos [465, 89, 539, 93]
conformity-paragraph: Información de conformidad: Por la presente, Rapoo Europe B.V. declara que este equipo radioeléctrico cumple la Directiva 2014/53/UE. El texto completo de la declaración de conformidad está disponible en: www.rapoo.com. Banda de frecuencias de funcionamiento: 2402–2480 MHz, potencia máxima transmitida: 5 dBm (EIRP) [38, 872, 417, 879]
instruction-item: PL Kliknięcie prawym przyciskiem myszy: kliknij dwoma palcami [465, 83, 554, 88]
weee-paragraph: Smaltimento delle batterie: Il prodotto e le sue batterie non devono essere smaltiti con i normali rifiuti domestici. Portare le batterie esauste e i prodotti contrassegnati con il bidone barrato presso un punto di raccolta differenziata per apparecchiature elettriche ed elettroniche. Per maggiori informazioni contattare l'autorità locale competente. [433, 766, 774, 773]
legal-line: A. Hofmanweg 5a [180, 774, 204, 778]
touchpad-zoom-card [587, 56, 635, 136]
legal-uk-rep-block [300, 766, 428, 806]
gesture-instruction: UA Перемикання між програмами: Проведіть одним пальцем від лівого краю Відкриття меню Charms: Проведіть одним пальцем від правого краю Відкриття програм: Проведіть одним пальцем від верхнього краю [285, 267, 397, 279]
language-code: ES [646, 62, 650, 65]
conformity-paragraph: Informacje o zgodności: Rapoo Europe B.V. niniejszym oświadcza, że to urządzenie radiowe jest zgodne z dyrektywą 2014/53/UE. Pełny tekst deklaracji zgodności jest dostępny pod adresem: www.rapoo.com. Pasmo częstotliwości pracy: 2402–2480 MHz, maksymalna moc nadawania: 5 dBm (EIRP) [38, 899, 413, 903]
system-requirement: BG Microsoft Win7/8/8.1, Mac OS X 10.4 или по-нова, USB порт [434, 537, 514, 541]
conformity-paragraph: Informações de conformidade: Pela presente, a Rapoo Europe B.V. declara que este equipamento de rádio está em conformidade com a Diretiva 2014/53/UE. O texto integral da declaração de conformidade está disponível em: www.rapoo.com. Banda de frequências: 2402–2480 MHz, potência máxima transmitida: 5 dBm (EIRP) [38, 904, 417, 911]
